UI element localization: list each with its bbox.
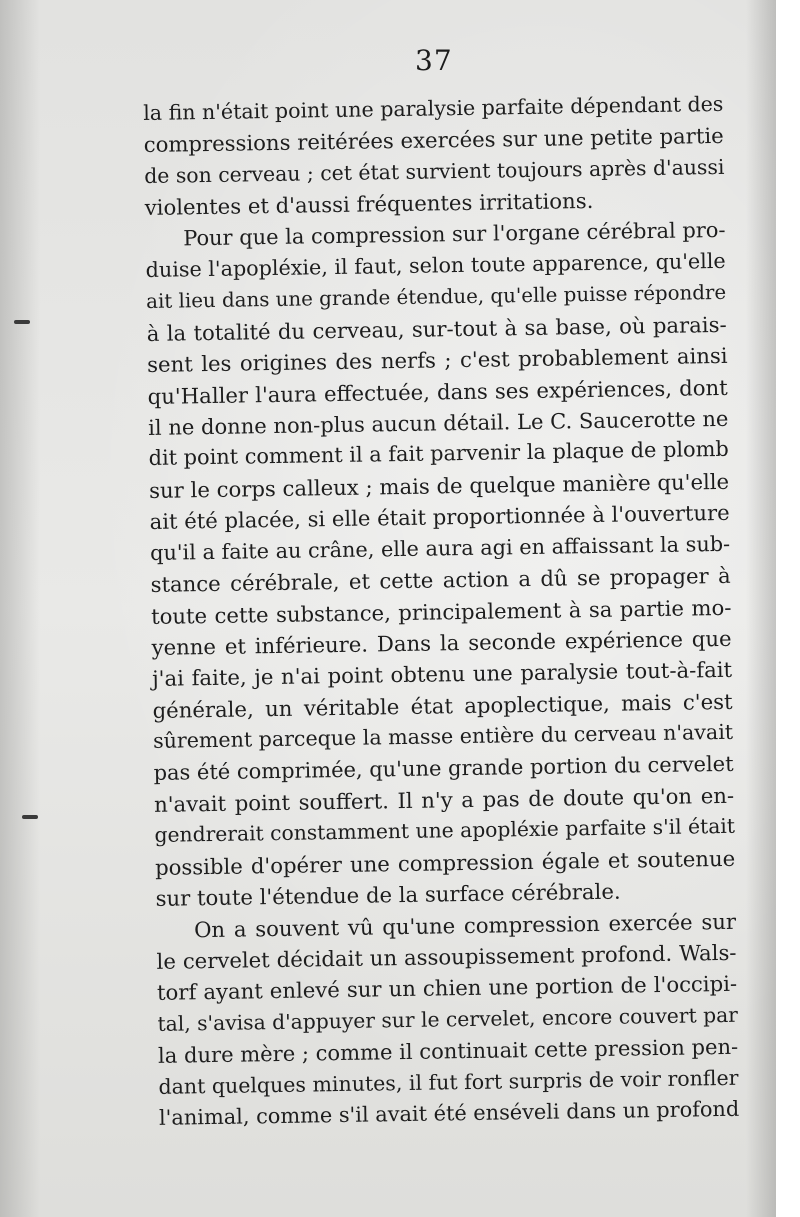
paragraph-3	[156, 905, 739, 1134]
text-line: ait été placée, si elle était proportionnée à l'ouverture	[149, 500, 730, 535]
text-line: j'ai faite, je n'ai point obtenu une paralysie tout-à-fait	[151, 657, 733, 692]
text-line: violentes et d'aussi fréquentes irritations.	[144, 188, 594, 221]
text-line: torf ayant enlevé sur un chien une portion de l'occipi-	[156, 971, 738, 1006]
text-line: à la totalité du cerveau, sur-tout à sa base, où parais-	[146, 311, 727, 346]
text-line: tal, s'avisa d'appuyer sur le cervelet, encore couvert par	[157, 1002, 739, 1036]
text-line: yenne et inférieure. Dans la seconde expérience que	[151, 625, 732, 660]
text-line: qu'il a faite au crâne, elle aura agi en affaissant la sub-	[149, 531, 731, 565]
text-line: dant quelques minutes, il fut fort surpris de voir ronfler	[158, 1065, 739, 1099]
text-line: sur toute l'étendue de la surface cérébrale.	[155, 878, 621, 912]
text-line: il ne donne non-plus aucun détail. Le C. Saucerotte ne	[147, 405, 729, 441]
text-line: dit point comment il a fait parvenir la plaque de plomb	[148, 437, 729, 471]
text-line: pas été comprimée, qu'une grande portion du cervelet	[153, 751, 734, 785]
text-line: la fin n'était point une paralysie parfaite dépendant des	[143, 91, 724, 125]
body-text	[143, 89, 739, 1134]
paragraph-2	[145, 214, 736, 914]
margin-mark-lower	[22, 815, 38, 819]
text-line: n'avait point souffert. Il n'y a pas de doute qu'on en-	[153, 782, 735, 817]
text-line: sent les origines des nerfs ; c'est probablement ainsi	[146, 343, 728, 378]
text-line: ait lieu dans une grande étendue, qu'elle puisse répondre	[146, 281, 727, 314]
text-line: l'animal, comme s'il avait été enséveli dans un profond	[158, 1096, 740, 1130]
text-line: stance cérébrale, et cette action a dû se propager à	[150, 562, 731, 598]
margin-mark-upper	[14, 320, 30, 324]
text-line: Pour que la compression sur l'organe cérébral pro-	[183, 217, 726, 251]
text-line: possible d'opérer une compression égale et soutenue	[154, 845, 736, 880]
text-line: le cervelet décidait un assoupissement profond. Wals-	[156, 939, 737, 974]
paragraph-1	[143, 89, 725, 224]
page-number: 37	[415, 44, 453, 77]
text-line: On a souvent vû qu'une compression exercée sur	[193, 908, 737, 942]
text-line: générale, un véritable état apoplectique, mais c'est	[152, 688, 733, 723]
text-line: sur le corps calleux ; mais de quelque manière qu'elle	[148, 468, 730, 503]
text-line: duise l'apopléxie, il faut, selon toute apparence, qu'elle	[145, 248, 726, 283]
text-line: compressions reitérées exercées sur une petite partie	[143, 123, 724, 158]
text-line: de son cerveau ; cet état survient toujours après d'aussi	[144, 154, 725, 188]
text-line: la dure mère ; comme il continuait cette pression pen-	[157, 1033, 739, 1069]
text-line: toute cette substance, principalement à sa partie mo-	[150, 594, 732, 629]
text-line: gendrerait constamment une apopléxie parfaite s'il était	[154, 814, 736, 848]
text-line: sûrement parceque la masse entière du cerveau n'avait	[152, 719, 734, 754]
text-line: qu'Haller l'aura effectuée, dans ses expériences, dont	[147, 374, 728, 409]
